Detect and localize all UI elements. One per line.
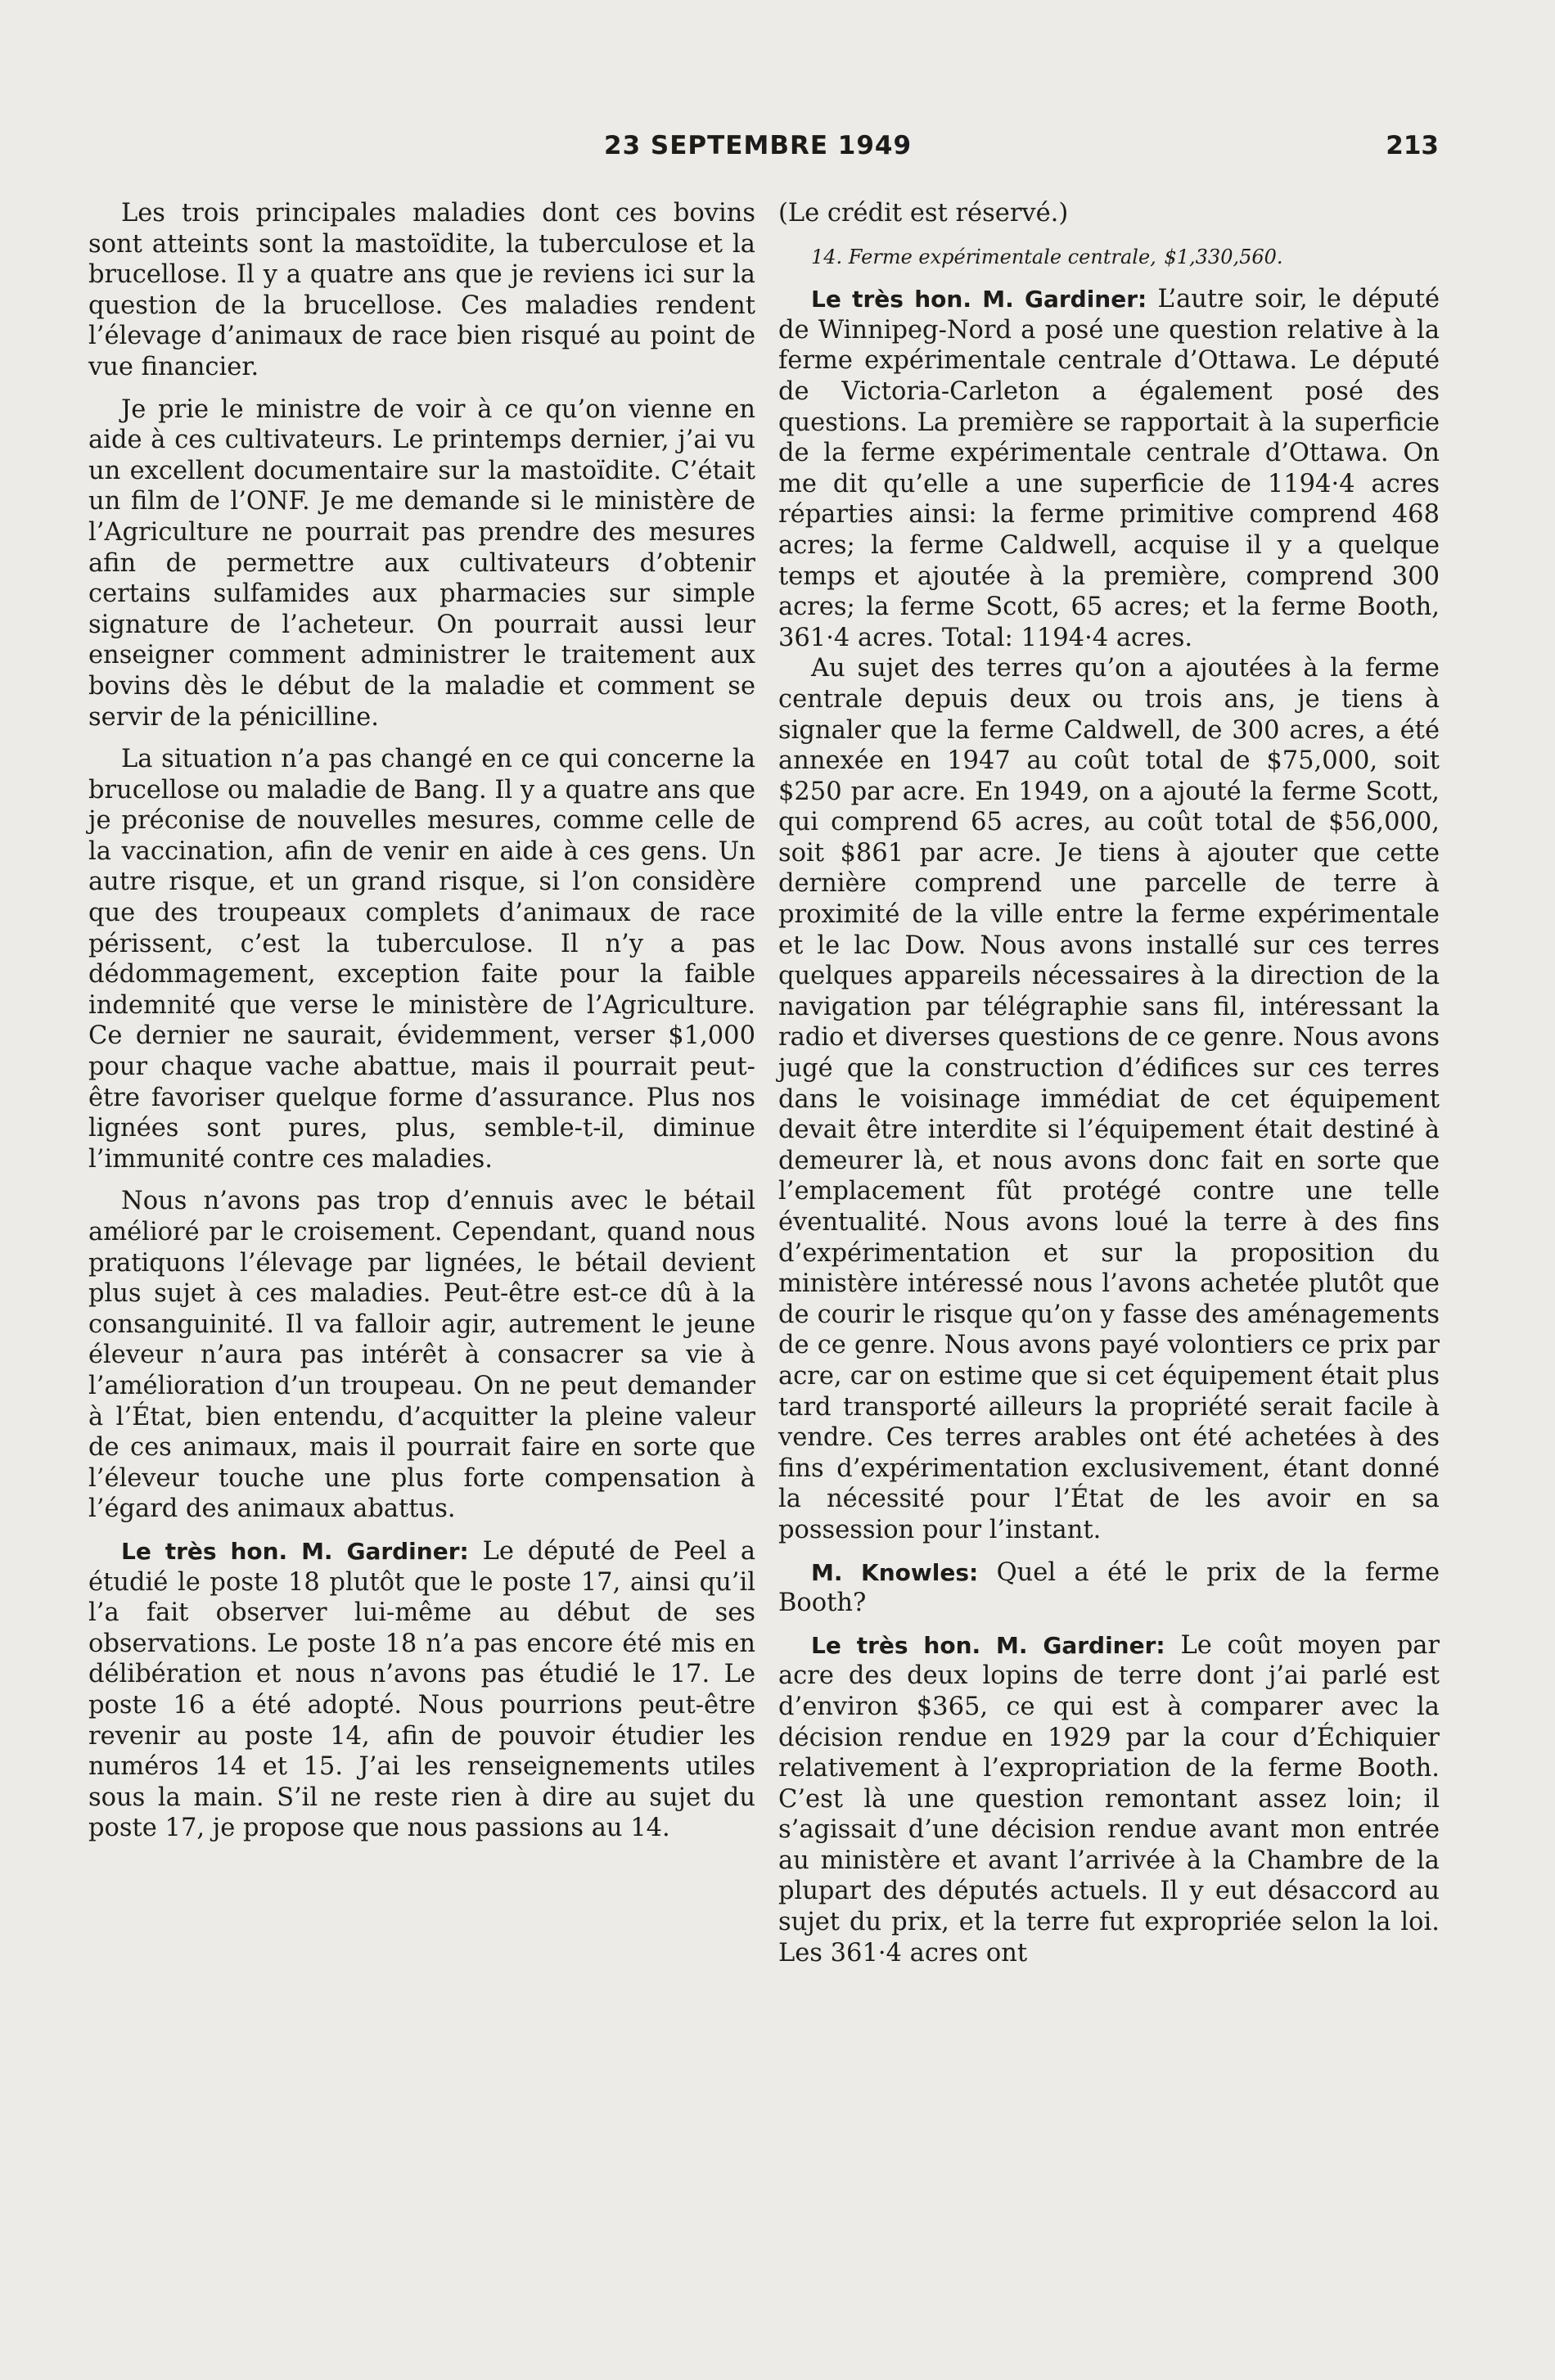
page-header [0, 131, 1555, 172]
speech-text: Le député de Peel a étudié le poste 18 plutôt que le poste 17, ainsi qu’il l’a fait observer lui-même au début de ses observations. Le poste 18 n’a pas encore été mis en délibération et nous n’avons pas étudié le 17. Le poste 16 a été adopté. Nous pourrions peut-être revenir au poste 14, afin de pouvoir étudier les numéros 14 et 15. J’ai les renseignements utiles sous la main. S’il ne reste rien à dire au sujet du poste 17, je propose que nous passions au 14. [88, 1536, 755, 1843]
right-column [778, 198, 1440, 1968]
item-label: 14. Ferme expérimentale centrale, [811, 245, 1156, 268]
paragraph: La situation n’a pas changé en ce qui concerne la brucellose ou maladie de Bang. Il y a quatre ans que je préconise de nouvelles mesures, comme celle de la vaccination, afin de venir en aide à ces gens. Un autre risque, et un grand risque, si l’on considère que des troupeaux complets d’animaux de race périssent, c’est la tuberculose. Il n’y a pas dédommagement, exception faite pour la faible indemnité que verse le ministère de l’Agriculture. Ce dernier ne saurait, évidemment, verser $1,000 pour chaque vache abattue, mais il pourrait peut-être favoriser quelque forme d’assurance. Plus nos lignées sont pures, plus, semble-t-il, diminue l’immunité contre ces maladies. [88, 745, 755, 1174]
speaker-name: Le très hon. M. Gardiner: [811, 286, 1147, 313]
speaker-name: M. Knowles: [811, 1558, 979, 1586]
speaker-name: Le très hon. M. Gardiner: [121, 1537, 469, 1565]
speech-paragraph [778, 284, 1440, 653]
speech-paragraph [88, 1536, 755, 1844]
budget-item [778, 241, 1440, 273]
item-amount: $1,330,560. [1164, 245, 1283, 268]
credit-note: (Le crédit est réservé.) [778, 199, 1069, 228]
left-column [88, 198, 755, 1844]
header-date: 23 SEPTEMBRE 1949 [604, 131, 913, 160]
speaker-name: Le très hon. M. Gardiner: [811, 1631, 1165, 1659]
paragraph: Je prie le ministre de voir à ce qu’on vienne en aide à ces cultivateurs. Le printemps dernier, j’ai vu un excellent documentaire sur la mastoïdite. C’était un film de l’ONF. Je me demande si le ministère de l’Agriculture ne pourrait pas prendre des mesures afin de permettre aux cultivateurs d’obtenir certains sulfamides aux pharmacies sur simple signature de l’acheteur. On pourrait aussi leur enseigner comment administrer le traitement aux bovins dès le début de la maladie et comment se servir de la pénicilline. [88, 394, 755, 732]
paragraph: Au sujet des terres qu’on a ajoutées à la ferme centrale depuis deux ou trois ans, je tiens à signaler que la ferme Caldwell, de 300 acres, a été annexée en 1947 au coût total de $75,000, soit $250 par acre. En 1949, on a ajouté la ferme Scott, qui comprend 65 acres, au coût total de $56,000, soit $861 par acre. Je tiens à ajouter que cette dernière comprend une parcelle de terre à proximité de la ville entre la ferme expérimentale et le lac Dow. Nous avons installé sur ces terres quelques appareils nécessaires à la direction de la navigation par télégraphie sans fil, intéressant la radio et diverses questions de ce genre. Nous avons jugé que la construction d’édifices sur ces terres dans le voisinage immédiat de cet équipement devait être interdite si l’équipement était destiné à demeurer là, et nous avons donc fait en sorte que l’emplacement fût protégé contre une telle éventualité. Nous avons loué la terre à des fins d’expérimentation et sur la proposition du ministère intéressé nous l’avons achetée plutôt que de courir le risque qu’on y fasse des aménagements de ce genre. Nous avons payé volontiers ce prix par acre, car on estime que si cet équipement était plus tard transporté ailleurs la propriété serait facile à vendre. Ces terres arables ont été achetées à des fins d’expérimentation exclusivement, étant donné la nécessité pour l’État de les avoir en sa possession pour l’instant. [778, 654, 1440, 1544]
speech-paragraph [778, 1630, 1440, 1969]
paragraph: Nous n’avons pas trop d’ennuis avec le bétail amélioré par le croisement. Cependant, quand nous pratiquons l’élevage par lignées, le bétail devient plus sujet à ces maladies. Peut-être est-ce dû à la consanguinité. Il va falloir agir, autrement le jeune éleveur n’aura pas intérêt à consacrer sa vie à l’amélioration d’un troupeau. On ne peut demander à l’État, bien entendu, d’acquitter la pleine valeur de ces animaux, mais il pourrait faire en sorte que l’éleveur touche une plus forte compensation à l’égard des animaux abattus. [88, 1187, 755, 1524]
speech-text: L’autre soir, le député de Winnipeg-Nord a posé une question relative à la ferme expérimentale centrale d’Ottawa. Le député de Victoria-Carleton a également posé des questions. La première se rapportait à la superficie de la ferme expérimentale centrale d’Ottawa. On me dit qu’elle a une superficie de 1194·4 acres réparties ainsi: la ferme primitive comprend 468 acres; la ferme Caldwell, acquise il y a quelque temps et ajoutée à la première, comprend 300 acres; la ferme Scott, 65 acres; et la ferme Booth, 361·4 acres. Total: 1194·4 acres. [778, 285, 1440, 652]
speech-text: Le coût moyen par acre des deux lopins de terre dont j’ai parlé est d’environ $365, ce qui est à comparer avec la décision rendue en 1929 par la cour d’Échiquier relativement à l’expropriation de la ferme Booth. C’est là une question remontant assez loin; il s’agissait d’une décision rendue avant mon entrée au ministère et avant l’arrivée à la Chambre de la plupart des députés actuels. Il y eut désaccord au sujet du prix, et la terre fut expropriée selon la loi. Les 361·4 acres ont [778, 1630, 1440, 1968]
paragraph: Les trois principales maladies dont ces bovins sont atteints sont la mastoïdite, la tuberculose et la brucellose. Il y a quatre ans que je reviens ici sur la question de la brucellose. Ces maladies rendent l’élevage d’animaux de race bien risqué au point de vue financier. [88, 199, 755, 381]
speech-text: Quel a été le prix de la ferme Booth? [778, 1557, 1440, 1618]
speech-paragraph [778, 1557, 1440, 1619]
page-number: 213 [1386, 131, 1439, 160]
